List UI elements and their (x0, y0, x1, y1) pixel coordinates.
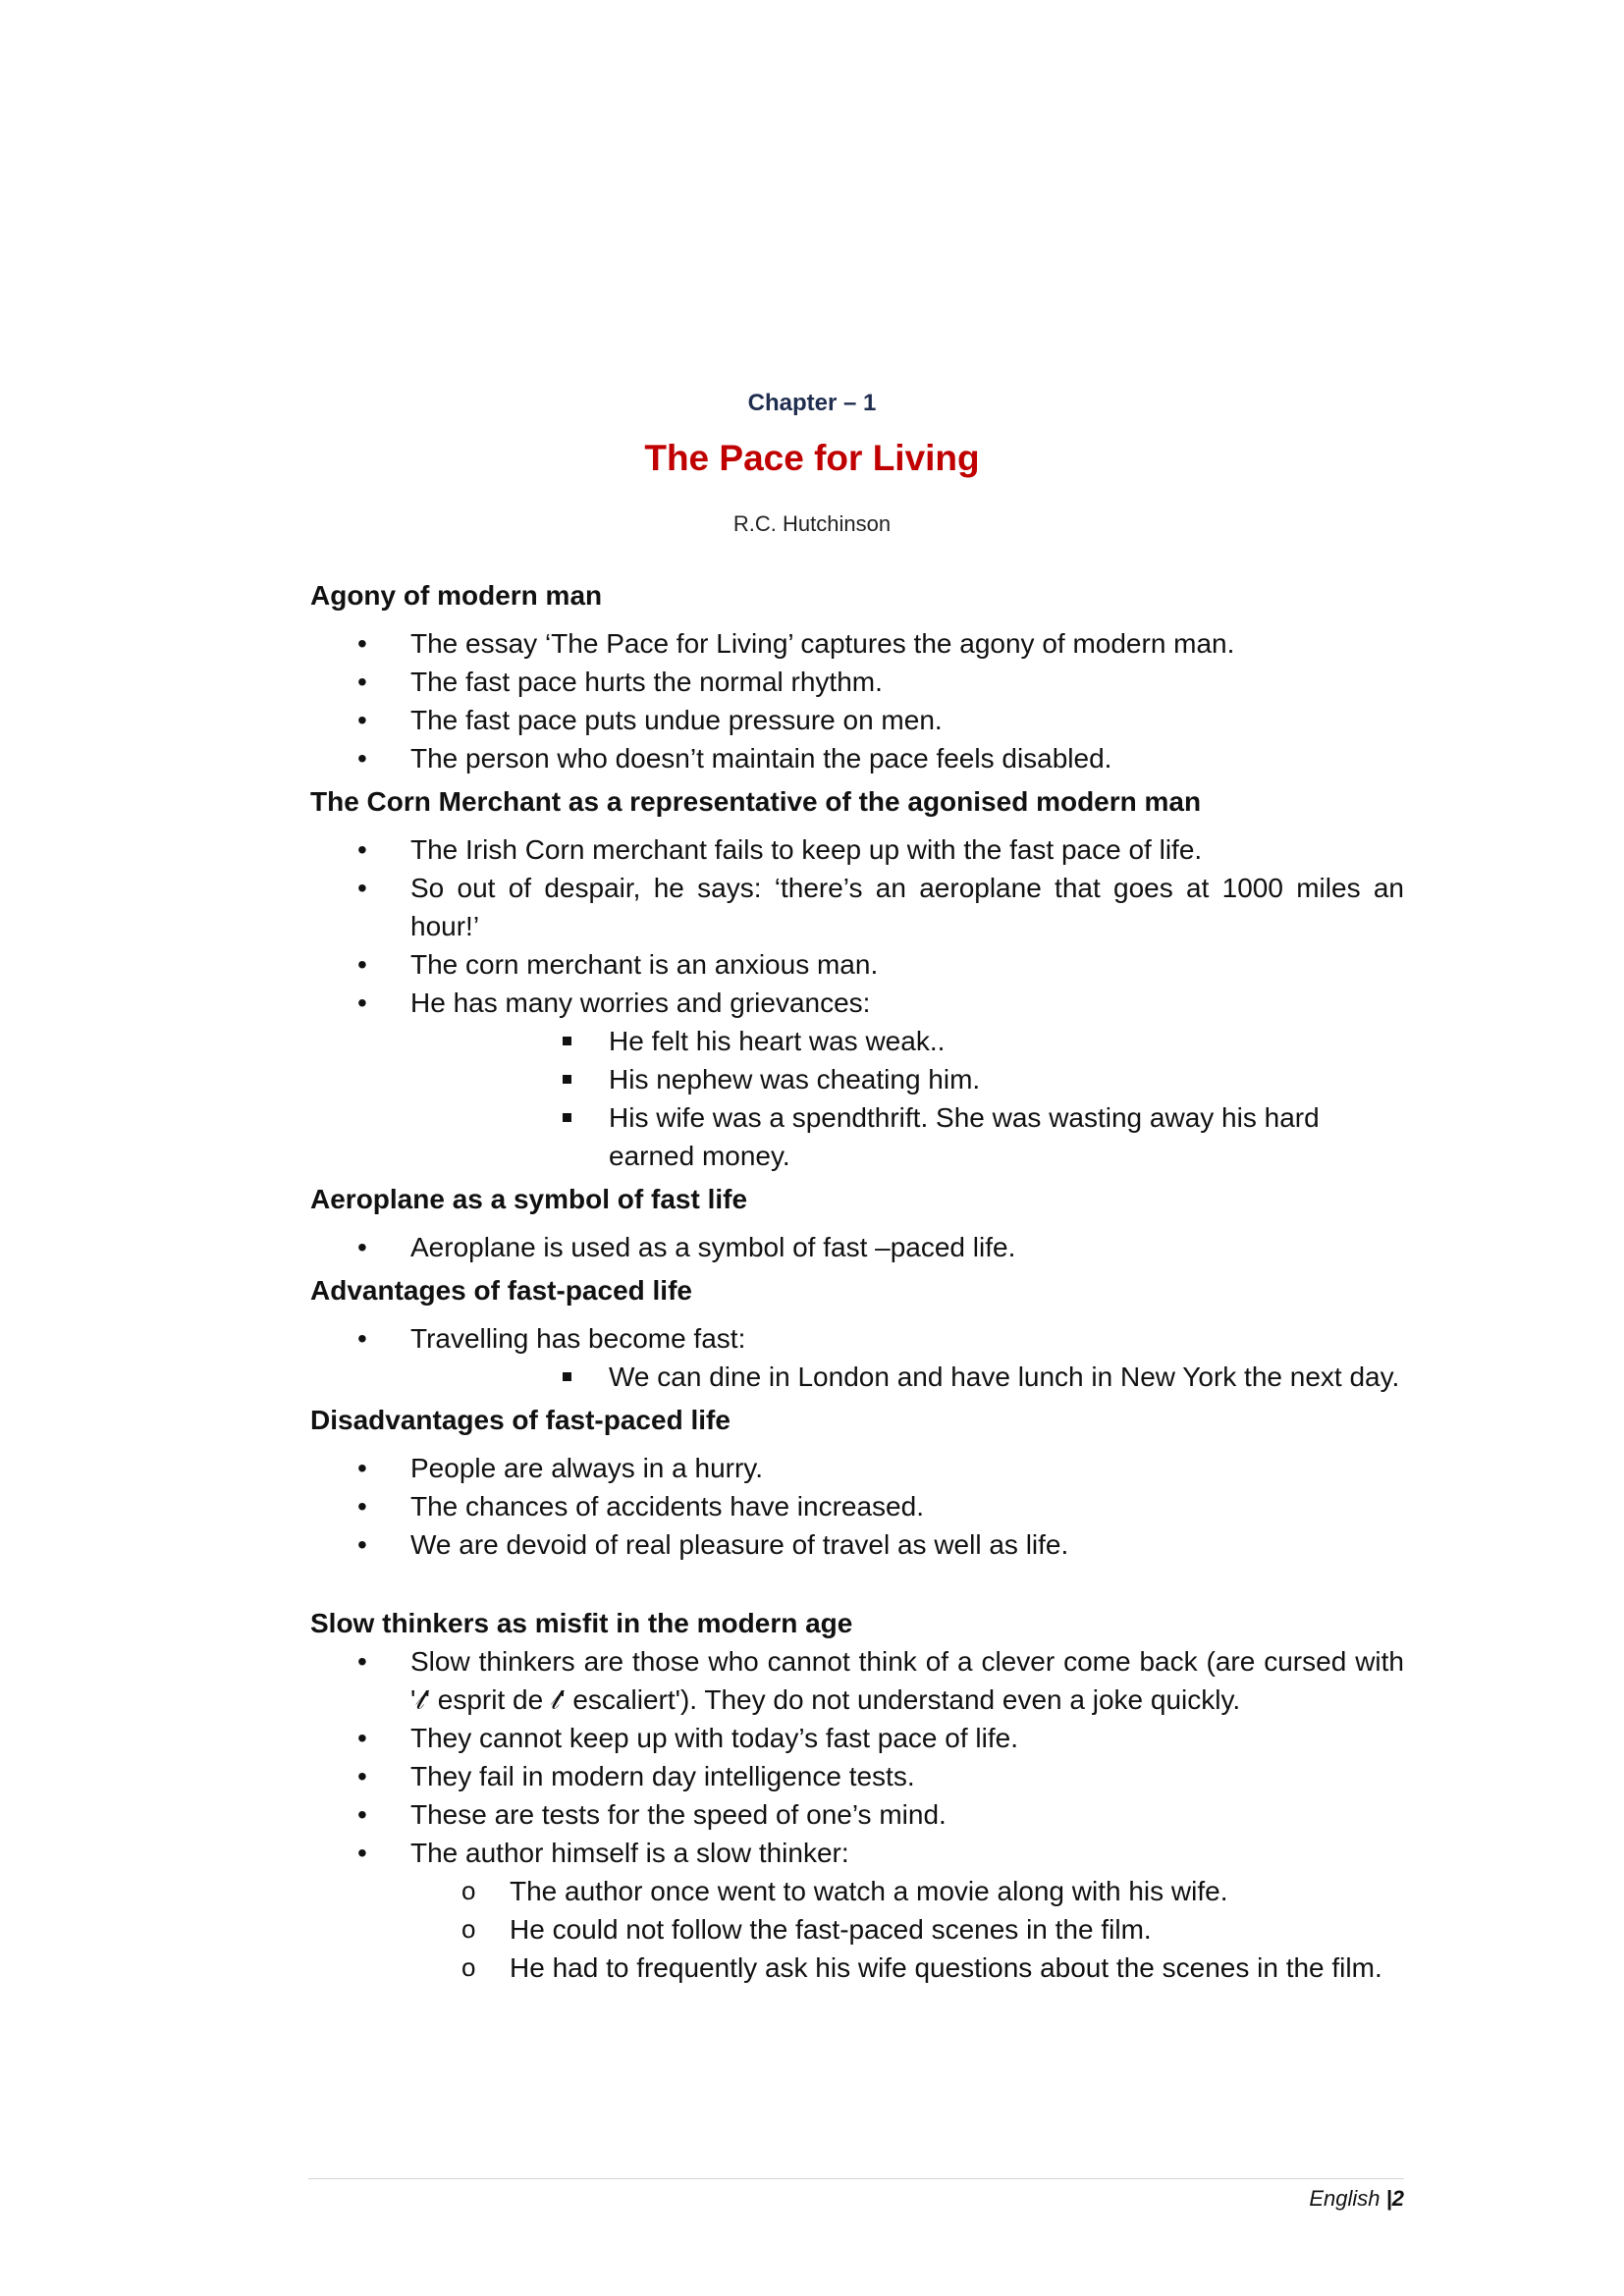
chapter-title: The Pace for Living (644, 438, 980, 478)
list-item: • He has many worries and grievances: (310, 984, 1404, 1022)
footer-label: English (1309, 2186, 1380, 2211)
page-footer (310, 2186, 1404, 2212)
bullet-list (310, 1228, 1404, 1266)
section-corn-merchant (310, 777, 1404, 1175)
list-item: • The fast pace puts undue pressure on men. (310, 701, 1404, 739)
bullet-list (310, 1319, 1404, 1396)
bullet-list (310, 624, 1404, 777)
list-item: • These are tests for the speed of one’s mind. (310, 1795, 1404, 1834)
section-advantages (310, 1266, 1404, 1396)
list-item: • The essay ‘The Pace for Living’ captures the agony of modern man. (310, 624, 1404, 663)
section-heading: Advantages of fast-paced life (310, 1275, 692, 1306)
list-item: • So out of despair, he says: ‘there’s an aeroplane that goes at 1000 miles an hour!’ (310, 869, 1404, 945)
bullet-list (310, 1642, 1404, 1987)
sub-list-item: He felt his heart was weak.. (310, 1022, 1404, 1060)
footer-separator: | (1385, 2186, 1392, 2211)
section-heading: Agony of modern man (310, 580, 603, 611)
section-slow-thinkers (310, 1599, 1404, 1987)
sub-list-item: o He had to frequently ask his wife questions about the scenes in the film. (310, 1949, 1404, 1987)
sub-list-item: o He could not follow the fast-paced scenes in the film. (310, 1910, 1404, 1949)
list-item: • The author himself is a slow thinker: (310, 1834, 1404, 1872)
section-aeroplane-symbol (310, 1175, 1404, 1266)
bullet-list (310, 1449, 1404, 1564)
section-agony (310, 571, 1404, 777)
list-item: • People are always in a hurry. (310, 1449, 1404, 1487)
list-item: • The fast pace hurts the normal rhythm. (310, 663, 1404, 701)
list-item: • The corn merchant is an anxious man. (310, 945, 1404, 984)
section-heading: Slow thinkers as misfit in the modern age (310, 1608, 853, 1638)
section-heading: The Corn Merchant as a representative of the agonised modern man (310, 786, 1202, 817)
list-item: • Slow thinkers are those who cannot think of a clever come back (are cursed with '𝓁' esprit de 𝓁' escaliert'). They do not understand even a joke quickly. (310, 1642, 1404, 1719)
list-item: • Aeroplane is used as a symbol of fast –paced life. (310, 1228, 1404, 1266)
section-heading: Disadvantages of fast-paced life (310, 1405, 731, 1435)
list-item: • They fail in modern day intelligence tests. (310, 1757, 1404, 1795)
sub-list-item: His wife was a spendthrift. She was wasting away his hard earned money. (310, 1098, 1404, 1175)
list-item: • The person who doesn’t maintain the pace feels disabled. (310, 739, 1404, 777)
sub-list-item: His nephew was cheating him. (310, 1060, 1404, 1098)
list-item: • The Irish Corn merchant fails to keep up with the fast pace of life. (310, 830, 1404, 869)
page-number: 2 (1391, 2186, 1404, 2211)
sub-list-item: o The author once went to watch a movie along with his wife. (310, 1872, 1404, 1910)
bullet-list (310, 830, 1404, 1175)
list-item: • They cannot keep up with today’s fast pace of life. (310, 1719, 1404, 1757)
list-item: • We are devoid of real pleasure of travel as well as life. (310, 1525, 1404, 1564)
list-item: • The chances of accidents have increased. (310, 1487, 1404, 1525)
section-disadvantages (310, 1396, 1404, 1564)
chapter-label: Chapter – 1 (747, 390, 877, 416)
author-name: R.C. Hutchinson (732, 511, 892, 536)
footer-divider (308, 2178, 1404, 2179)
document-body (310, 571, 1404, 1987)
section-heading: Aeroplane as a symbol of fast life (310, 1184, 748, 1214)
sub-list-item: We can dine in London and have lunch in New York the next day. (310, 1358, 1404, 1396)
list-item: • Travelling has become fast: (310, 1319, 1404, 1358)
